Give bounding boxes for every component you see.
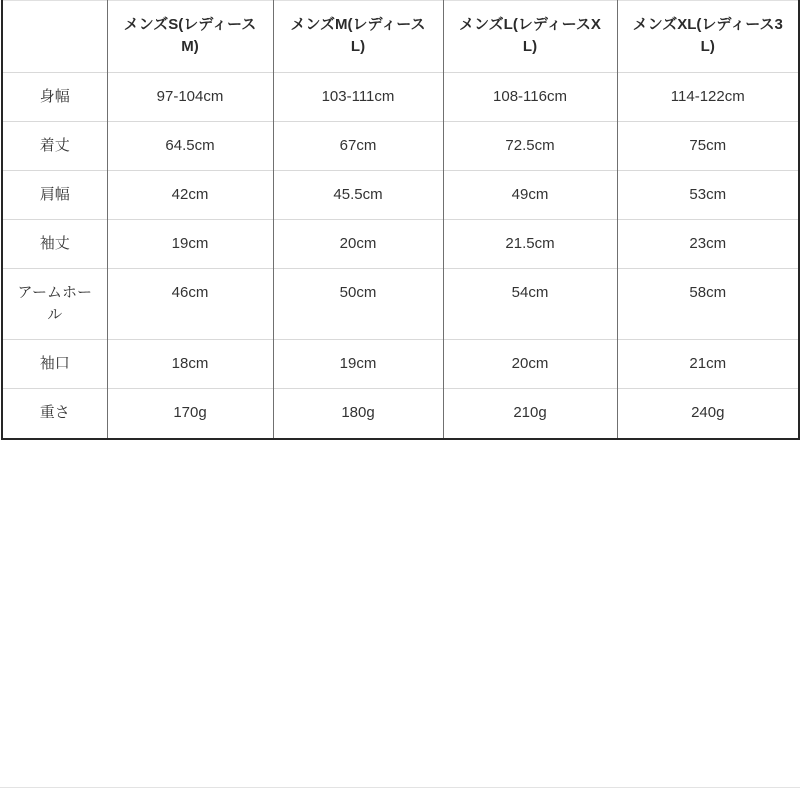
size-cell: 210g [443, 389, 617, 439]
size-cell: 108-116cm [443, 73, 617, 122]
size-cell: 97-104cm [107, 73, 273, 122]
size-cell: 180g [273, 389, 443, 439]
size-cell: 46cm [107, 269, 273, 340]
row-label-cuff: 袖口 [2, 340, 107, 389]
table-row-cuff [2, 340, 799, 389]
page-bottom-divider [0, 787, 800, 788]
row-label-sleeve-length: 袖丈 [2, 220, 107, 269]
size-cell: 21cm [617, 340, 799, 389]
size-cell: 18cm [107, 340, 273, 389]
size-cell: 21.5cm [443, 220, 617, 269]
size-cell: 54cm [443, 269, 617, 340]
table-row-shoulder-width [2, 171, 799, 220]
size-cell: 72.5cm [443, 122, 617, 171]
size-cell: 64.5cm [107, 122, 273, 171]
table-row-length [2, 122, 799, 171]
row-label-weight: 重さ [2, 389, 107, 439]
row-label-length: 着丈 [2, 122, 107, 171]
size-cell: 20cm [273, 220, 443, 269]
size-cell: 23cm [617, 220, 799, 269]
size-cell: 67cm [273, 122, 443, 171]
table-row-armhole [2, 269, 799, 340]
size-cell: 20cm [443, 340, 617, 389]
size-cell: 240g [617, 389, 799, 439]
size-chart-table [1, 0, 800, 440]
size-cell: 49cm [443, 171, 617, 220]
size-cell: 42cm [107, 171, 273, 220]
size-cell: 75cm [617, 122, 799, 171]
size-cell: 58cm [617, 269, 799, 340]
table-row-body-width [2, 73, 799, 122]
column-header-mens-l: メンズL(レディースXL) [443, 1, 617, 73]
row-label-armhole: アームホール [2, 269, 107, 340]
row-label-shoulder-width: 肩幅 [2, 171, 107, 220]
row-label-body-width: 身幅 [2, 73, 107, 122]
size-cell: 19cm [107, 220, 273, 269]
table-row-sleeve-length [2, 220, 799, 269]
size-cell: 53cm [617, 171, 799, 220]
table-row-weight [2, 389, 799, 439]
size-cell: 103-111cm [273, 73, 443, 122]
corner-cell [2, 1, 107, 73]
column-header-mens-xl: メンズXL(レディース3L) [617, 1, 799, 73]
column-header-mens-s: メンズS(レディースM) [107, 1, 273, 73]
header-row [2, 1, 799, 73]
size-cell: 170g [107, 389, 273, 439]
size-cell: 19cm [273, 340, 443, 389]
size-cell: 45.5cm [273, 171, 443, 220]
column-header-mens-m: メンズM(レディースL) [273, 1, 443, 73]
size-cell: 114-122cm [617, 73, 799, 122]
size-cell: 50cm [273, 269, 443, 340]
